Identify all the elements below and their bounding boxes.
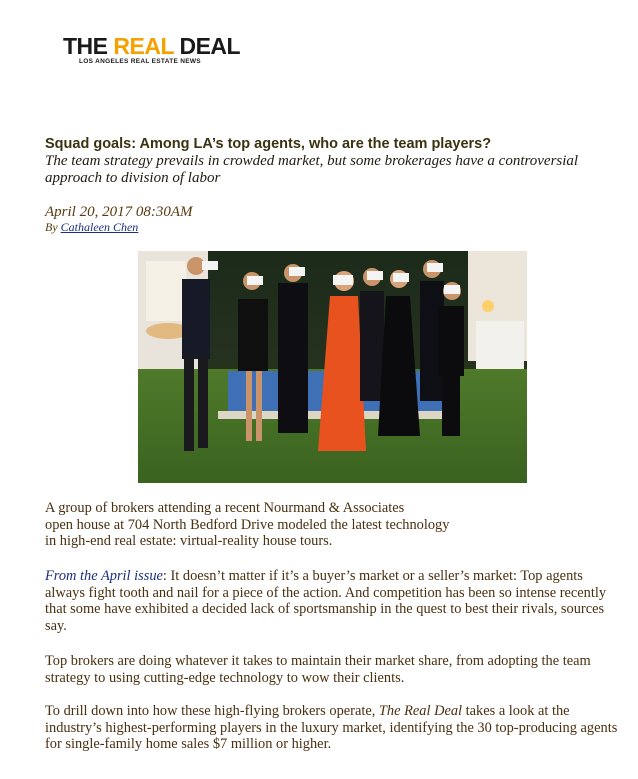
logo-tagline: LOS ANGELES REAL ESTATE NEWS [79,58,201,65]
logo-wordmark: THE REAL DEAL [63,33,241,59]
article-date: April 20, 2017 08:30AM [45,204,193,220]
article-photo [138,251,527,483]
issue-link[interactable]: From the April issue [45,568,163,584]
logo-accent-word: REAL [113,33,174,59]
publication-name: The Real Deal [378,703,463,719]
article-paragraph: To drill down into how these high-flying brokers operate, The Real Deal takes a look at the industry’s highest-performing players in the luxury market, identifying the 30 top-producing agents for single-family home sales $7 million or higher. [45,703,618,752]
article-byline: By Cathaleen Chen [45,220,139,234]
article-headline: Squad goals: Among LA’s top agents, who are the team players? [45,136,492,152]
site-logo[interactable] [63,33,241,68]
author-link[interactable]: Cathaleen Chen [60,220,139,234]
photo-caption: A group of brokers attending a recent Nourmand & Associates open house at 704 North Bedford Drive modeled the latest technology in high-end real estate: virtual-reality house tours. [45,500,450,549]
article-paragraph: Top brokers are doing whatever it takes to maintain their market share, from adopting the team strategy to using cutting-edge technology to wow their clients. [45,653,591,686]
article-dek: The team strategy prevails in crowded market, but some brokerages have a controversial approach to division of labor [45,153,579,186]
article-paragraph: From the April issue: It doesn’t matter if it’s a buyer’s market or a seller’s market: Top agents always fight tooth and nail for a piece of the action. And competition has been so intense recently that some have exhibited a decided lack of sportsmanship in the quest to best their rivals, sources say. [45,568,607,634]
